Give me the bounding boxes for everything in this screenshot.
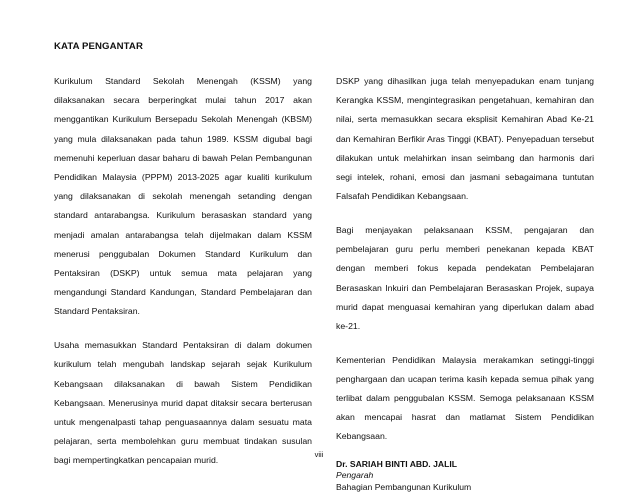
signatory-title: Pengarah bbox=[336, 470, 374, 481]
paragraph: DSKP yang dihasilkan juga telah menyepadukan enam tunjang Kerangka KSSM, mengintegrasikan pengetahuan, kemahiran dan nilai, serta memasukkan secara eksplisit Kemahiran Abad Ke-21 dan Kemahiran Berfikir Aras Tinggi (KBAT). Penyepaduan tersebut dilakukan untuk melahirkan insan seimbang dan harmonis dari segi intelek, rohani, emosi dan jasmani sebagaimana tuntutan Falsafah Pendidikan Kebangsaan. bbox=[336, 76, 594, 202]
paragraph: Bagi menjayakan pelaksanaan KSSM, pengajaran dan pembelajaran guru perlu memberi penekanan kepada KBAT dengan memberi fokus kepada pendekatan Pembelajaran Berasaskan Inkuiri dan Pembelajaran Berasaskan Projek, supaya murid dapat menguasai kemahiran yang diperlukan dalam abad ke-21. bbox=[336, 224, 594, 331]
paragraph: Usaha memasukkan Standard Pentaksiran di dalam dokumen kurikulum telah mengubah landskap sejarah sejak Kurikulum Kebangsaan dilaksanakan di bawah Sistem Pendidikan Kebangsaan. Menerusinya murid dapat ditaksir secara berterusan untuk mengenalpasti tahap penguasaannya dalam sesuatu mata pelajaran, serta membolehkan guru membuat tindakan susulan bagi mempertingkatkan pencapaian murid. bbox=[54, 340, 312, 466]
page-heading: KATA PENGANTAR bbox=[54, 41, 143, 52]
signatory-name: Dr. SARIAH BINTI ABD. JALIL bbox=[336, 459, 457, 470]
left-column bbox=[54, 72, 312, 485]
page-number: viii bbox=[314, 450, 324, 459]
right-column bbox=[336, 72, 594, 493]
paragraph: Kementerian Pendidikan Malaysia merakamkan setinggi-tinggi penghargaan dan ucapan terima kasih kepada semua pihak yang terlibat dalam penggubalan KSSM. Semoga pelaksanaan KSSM akan mencapai hasrat dan matlamat Sistem Pendidikan Kebangsaan. bbox=[336, 354, 594, 442]
signature-block bbox=[336, 459, 594, 493]
left-body bbox=[54, 72, 312, 471]
right-body bbox=[336, 72, 594, 447]
signatory-department: Bahagian Pembangunan Kurikulum bbox=[336, 481, 472, 492]
paragraph: Kurikulum Standard Sekolah Menengah (KSSM) yang dilaksanakan secara berperingkat mulai tahun 2017 akan menggantikan Kurikulum Bersepadu Sekolah Menengah (KBSM) yang mula dilaksanakan pada tahun 1989. KSSM digubal bagi memenuhi keperluan dasar baharu di bawah Pelan Pembangunan Pendidikan Malaysia (PPPM) 2013-2025 agar kualiti kurikulum yang dilaksanakan di sekolah menengah setanding dengan standard antarabangsa. Kurikulum berasaskan standard yang menjadi amalan antarabangsa telah dijelmakan dalam KSSM menerusi penggubalan Dokumen Standard Kurikulum dan Pentaksiran (DSKP) untuk semua mata pelajaran yang mengandungi Standard Kandungan, Standard Pembelajaran dan Standard Pentaksiran. bbox=[54, 76, 312, 317]
